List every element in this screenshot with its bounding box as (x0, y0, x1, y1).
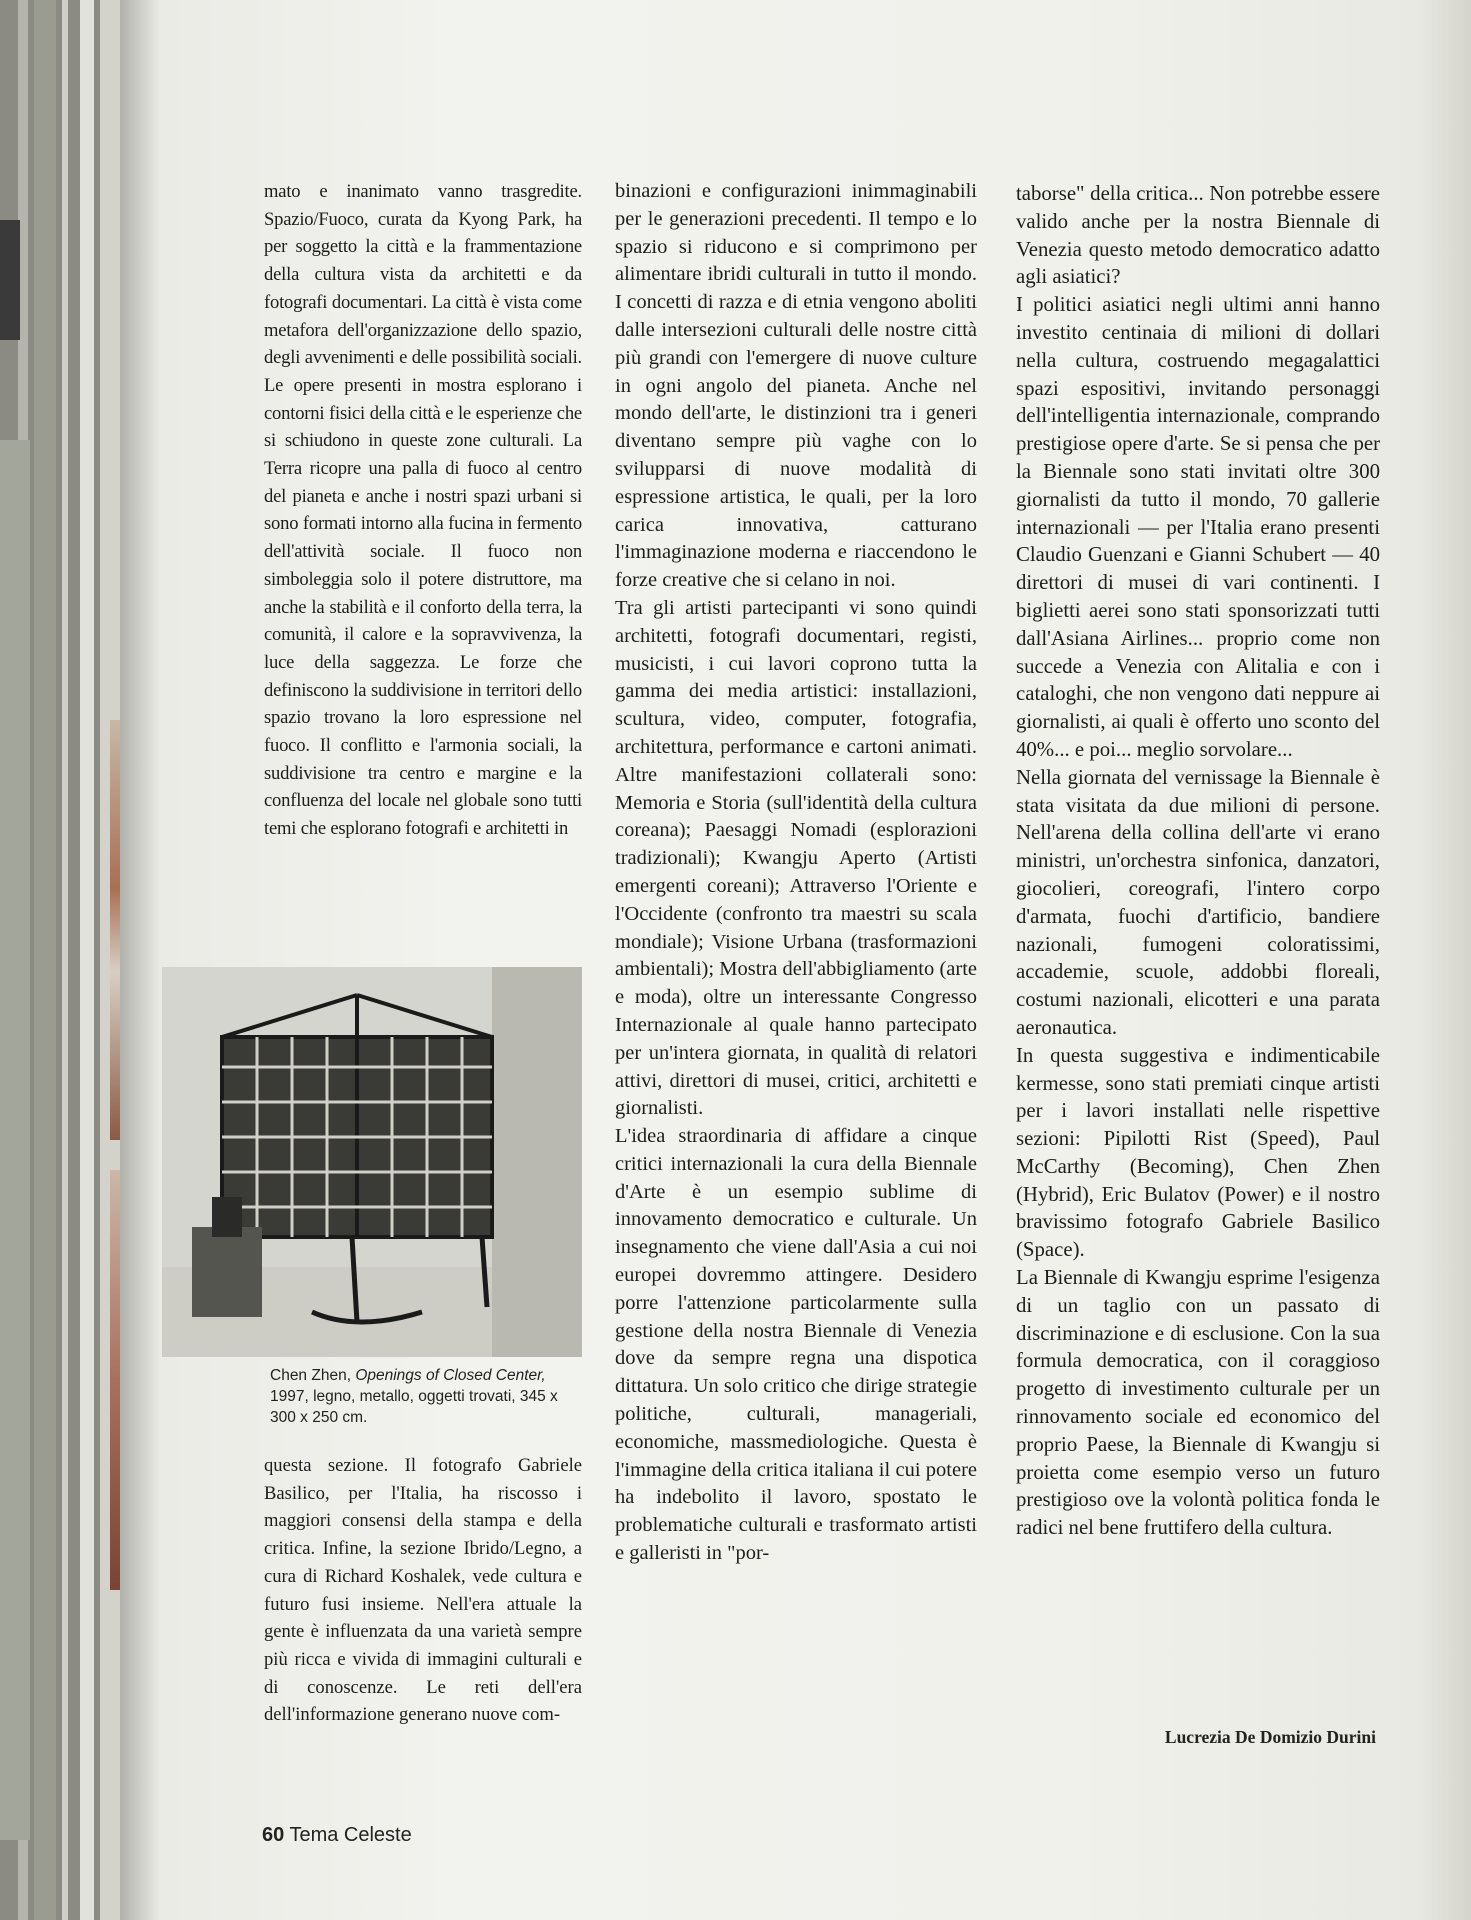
caption-artist: Chen Zhen, (270, 1367, 351, 1384)
body-paragraph: taborse" della critica... Non potrebbe essere valido anche per la nostra Biennale di Venezia questo metodo democratico adatto agli asiatici? (1016, 182, 1380, 289)
page-edge-stripe (80, 0, 94, 1920)
magazine-name: Tema Celeste (289, 1824, 412, 1846)
gutter-shadow (120, 0, 160, 1920)
artwork-photo (162, 967, 582, 1357)
page-footer (262, 1824, 412, 1847)
page-edge-stripe (34, 0, 56, 1920)
body-paragraph: mato e inanimato vanno trasgredite. Spazio/Fuoco, curata da Kyong Park, ha per soggetto la città e la frammentazione della cultura vista da architetti e da fotografi documentari. La città è vista come metafora dell'organizzazione dello spazio, degli avvenimenti e delle possibilità sociali. Le opere presenti in mostra esplorano i contorni fisici della città e le esperienze che si schiudono in queste zone culturali. La Terra ricopre una palla di fuoco al centro del pianeta e anche i nostri spazi urbani si sono formati intorno alla fucina in fermento dell'attività sociale. Il fuoco non simboleggia solo il potere distruttore, ma anche la stabilità e il conforto della terra, la comunità, il calore e la sopravvivenza, la luce della saggezza. Le forze che definiscono la suddivisione in territori dello spazio trovano la loro espressione nel fuoco. Il conflitto e l'armonia sociali, la suddivisione tra centro e margine e la confluenza del locale nel globale sono tutti temi che esplorano fotografi e architetti in (264, 181, 582, 840)
photo-caption (270, 1365, 582, 1428)
body-paragraph: Tra gli artisti partecipanti vi sono quindi architetti, fotografi documentari, registi, musicisti, i cui lavori coprono tutta la gamma dei media artistici: installazioni, scultura, video, computer, fotografia, architettura, performance e cartoni animati. Altre manifestazioni collaterali sono: Memoria e Storia (sull'identità della cultura coreana); Paesaggi Nomadi (esplorazioni tradizionali); Kwangju Aperto (Artisti emergenti coreani); Attraverso l'Oriente e l'Occidente (confronto tra maestri su scala mondiale); Visione Urbana (trasformazioni ambientali); Mostra dell'abbigliamento (arte e moda), oltre un interessante Congresso Internazionale al quale hanno partecipato per un'intera giornata, in qualità di relatori attivi, direttori di musei, critici, architetti e giornalisti. (615, 596, 977, 1120)
neighbor-page-image (0, 440, 30, 1840)
column-right (1016, 180, 1380, 1542)
page-number: 60 (262, 1824, 285, 1846)
caption-title: Openings of Closed Center, (355, 1367, 546, 1384)
neighbor-page-image (0, 220, 20, 340)
found-objects (192, 1227, 262, 1317)
column-left-bottom (264, 1452, 582, 1729)
author-signature: Lucrezia De Domizio Durini (1164, 1727, 1376, 1747)
body-paragraph: I politici asiatici negli ultimi anni hanno investito centinaia di milioni di dollari nella cultura, costruendo megagalattici spazi espositivi, invitando personaggi dell'intelligentia internazionale, comprando prestigiose opere d'arte. Se si pensa che per la Biennale sono stati invitati oltre 300 giornalisti da tutto il mondo, 70 gallerie internazionali — per l'Italia erano presenti Claudio Guenzani e Gianni Schubert — 40 direttori di musei di vari continenti. I biglietti aerei sono stati sponsorizzati tutti dall'Asiana Airlines... proprio come non succede a Venezia con Alitalia e con i cataloghi, che non vengono dati neppure ai giornalisti, ai quali è offerto uno sconto del 40%... e poi... meglio sorvolare... (1016, 293, 1380, 761)
body-paragraph: questa sezione. Il fotografo Gabriele Basilico, per l'Italia, ha riscosso i maggiori consensi della stampa e della critica. Infine, la sezione Ibrido/Legno, a cura di Richard Koshalek, vede cultura e futuro fusi insieme. Nell'era attuale la gente è influenzata da una varietà sempre più ricca e vivida di immagini culturali e di conoscenze. Le reti dell'era dell'informazione generano nuove com- (264, 1455, 582, 1726)
page-edge-stripe (62, 0, 68, 1920)
body-paragraph: Nella giornata del vernissage la Biennale è stata visitata da due milioni di persone. Nell'arena della collina dell'arte vi erano ministri, un'orchestra sinfonica, danzatori, giocolieri, coreografi, l'intero corpo d'armata, fuochi d'artificio, bandiere nazionali, fumogeni coloratissimi, accademie, scuole, addobbi floreali, costumi nazionali, elicotteri e una parata aeronautica. (1016, 765, 1380, 1039)
cage-lattice (222, 1037, 492, 1237)
installation-photo-drawing (162, 967, 582, 1357)
column-middle (615, 178, 977, 1568)
body-paragraph: In questa suggestiva e indimenticabile kermesse, sono stati premiati cinque artisti per i lavori installati nelle rispettive sezioni: Pipilotti Rist (Speed), Paul McCarthy (Becoming), Chen Zhen (Hybrid), Eric Bulatov (Power) e il nostro bravissimo fotografo Gabriele Basilico (Space). (1016, 1043, 1380, 1262)
column-left-top (264, 178, 582, 843)
body-paragraph: binazioni e configurazioni inimmaginabili per le generazioni precedenti. Il tempo e lo spazio si riducono e si comprimono per alimentare ibridi culturali in tutto il mondo. I concetti di razza e di etnia vengono aboliti dalle intersezioni culturali delle nostre città più grandi con l'emergere di nuove culture in ogni angolo del pianeta. Anche nel mondo dell'arte, le distinzioni tra i generi diventano sempre più vaghe con lo svilupparsi di nuove modalità di espressione artistica, le quali, per la loro carica innovativa, catturano l'immaginazione moderna e riaccendono le forze creative che si celano in noi. (615, 180, 977, 592)
found-objects (212, 1197, 242, 1237)
body-paragraph: La Biennale di Kwangju esprime l'esigenza di un taglio con un passato di discriminazione e di esclusione. Con la sua formula democratica, con il coraggioso progetto di investimento culturale per un rinnovamento sociale ed economico del proprio Paese, la Biennale di Kwangju si proietta come esempio verso un futuro prestigioso ove la volontà politica fonda le radici nel bene fruttifero della cultura. (1016, 1266, 1380, 1540)
body-paragraph: L'idea straordinaria di affidare a cinque critici internazionali la cura della Biennale d'Arte è un esempio sublime di innovamento democratico e culturale. Un insegnamento che viene dall'Asia a cui noi europei dovremmo attingere. Desidero porre l'attenzione particolarmente sulla gestione della nostra Biennale di Venezia dove da sempre regna una dispotica dittatura. Un solo critico che dirige strategie politiche, culturali, manageriali, economiche, massmediologiche. Questa è l'immagine della critica italiana il cui potere ha indebolito il lavoro, spostato le problematiche culturali e trasformato artisti e galleristi in "por- (615, 1125, 977, 1565)
caption-details: 1997, legno, metallo, oggetti trovati, 345 x 300 x 250 cm. (270, 1388, 558, 1426)
